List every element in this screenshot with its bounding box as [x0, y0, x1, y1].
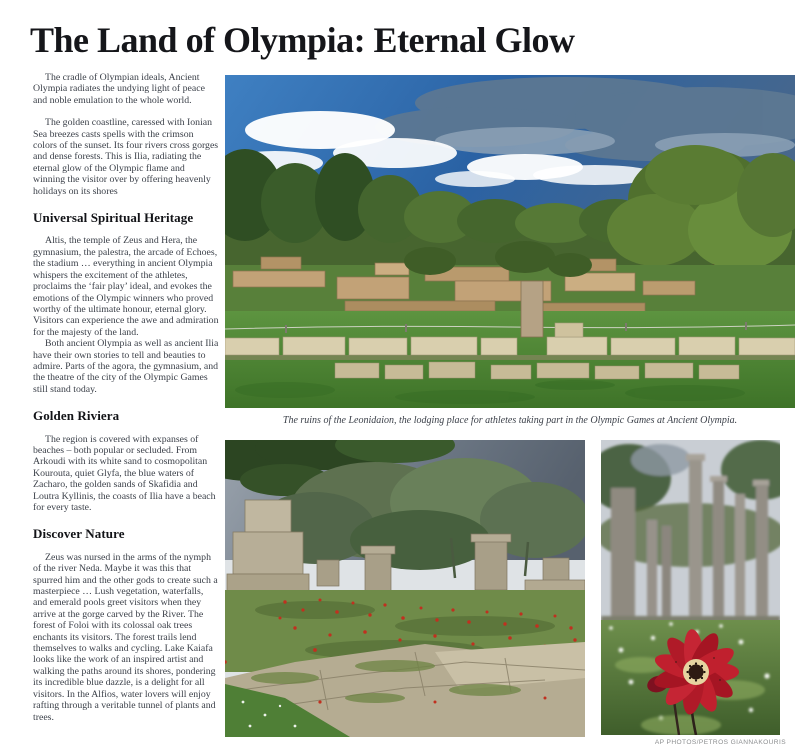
section-heading-golden-riviera: Golden Riviera	[33, 408, 120, 424]
photo-credit: AP PHOTOS/PETROS GIANNAKOURIS	[654, 739, 786, 746]
section-1-paragraph-1: Altis, the temple of Zeus and Hera, the gymnasium, the palestra, the arcade of Echoes, the stadium … everything in ancient Olympia whispers the excitement of the athletes, proclaims the ‘fair play’ ideal, and evokes the emotions of the Olympic winners who proved worthy of the ultimate honour, eternal glory. Visitors can experience the awe and admiration for the majesty of the land.	[33, 235, 219, 338]
section-heading-universal-spiritual-heritage: Universal Spiritual Heritage	[33, 210, 194, 226]
main-photo-illustration	[225, 75, 795, 408]
page-title: The Land of Olympia: Eternal Glow	[30, 20, 575, 60]
section-3-paragraph-1: Zeus was nursed in the arms of the nymph of the river Neda. Maybe it was this that spurred him and the other gods to create such a masterpiece … Lush vegetation, waterfalls, and emerald pools greet visitors when they arrive at the gorge carved by the River. The forest of Foloi with its colossal oak trees enchants its visitors. The forest trails lend themselves to walks and cycling. Lake Kaiafa looks like the work of an inspired artist and walking the paths around its shores, pondering its incredible blue dazzle, is a delight for all visitors. In the Alfios, water lovers will enjoy rafting through a veritable tunnel of plants and trees.	[33, 551, 218, 723]
section-2-paragraph-1: The region is covered with expanses of beaches – both popular or secluded. From Arkoudi with its white sand to cosmopolitan Kourouta, quiet Glyfa, the blue waters of Zacharo, the golden sands of Skafidia and Loutra Kyllinis, the coasts of Ilia have a beach for every taste.	[33, 433, 216, 513]
photo-ruins-poppy-meadow	[225, 440, 585, 737]
article-column	[33, 72, 219, 723]
intro-paragraph-1: The cradle of Olympian ideals, Ancient Olympia radiates the undying light of peace and noble emulation to the whole world.	[33, 72, 205, 106]
section-1-paragraph-2: Both ancient Olympia as well as ancient Ilia have their own stories to tell and beauties to admire. Parts of the agora, the gymnasium, and the theatre of the city of the Olympic Games still stand today.	[33, 338, 219, 395]
photo-columns-red-flower	[601, 440, 780, 735]
main-photo-caption: The ruins of the Leonidaion, the lodging place for athletes taking part in the Olympic Games at Ancient Olympia.	[282, 415, 738, 426]
ruins-poppies-illustration	[225, 440, 585, 737]
columns-flower-illustration	[601, 440, 780, 735]
intro-paragraph-2: The golden coastline, caressed with Ionian Sea breezes casts spells with the crimson colors of the sunset. Its four rivers cross gorges and dense forests. This is Ilia, radiating the eternal glow of the Olympic flame and winning the visitor over by offering heavenly holidays on its shores	[33, 117, 219, 197]
main-photo-leonidaion-ruins	[225, 75, 795, 408]
section-heading-discover-nature: Discover Nature	[33, 526, 125, 542]
